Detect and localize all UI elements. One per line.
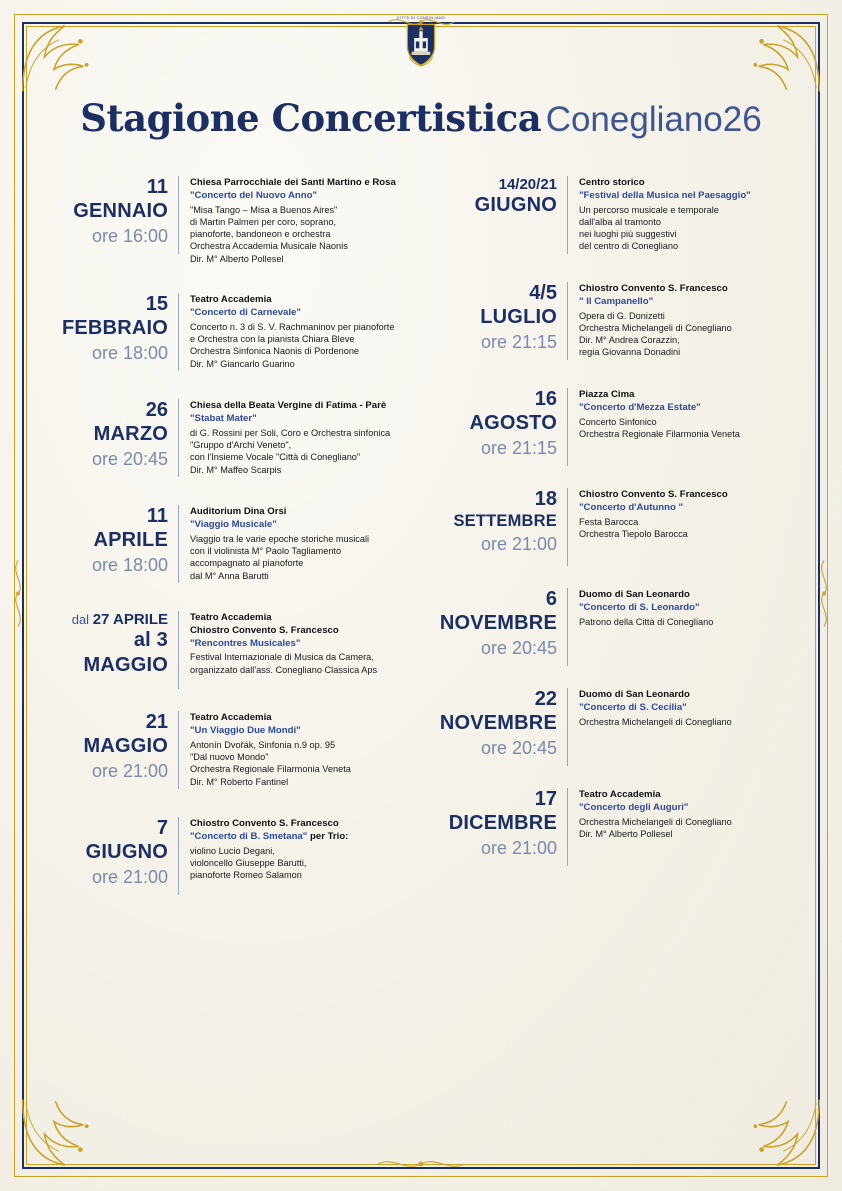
event-detail-line: dal M° Anna Barutti bbox=[190, 570, 269, 581]
coat-of-arms-shield-icon bbox=[404, 21, 438, 67]
event-venue-secondary: Chiostro Convento S. Francesco bbox=[190, 624, 339, 636]
event-venue: Auditorium Dina Orsi bbox=[190, 506, 287, 518]
event-entry bbox=[437, 488, 794, 566]
corner-ornament-icon bbox=[18, 18, 96, 96]
event-info bbox=[568, 688, 732, 728]
event-info bbox=[568, 176, 751, 253]
event-venue: Teatro Accademia bbox=[579, 789, 661, 800]
column-right bbox=[419, 176, 800, 1135]
event-date-box bbox=[437, 688, 568, 766]
event-detail-line: Un percorso musicale e temporale bbox=[579, 204, 719, 215]
event-piece-title: "Viaggio Musicale" bbox=[190, 518, 277, 530]
event-entry bbox=[437, 282, 794, 360]
event-date-box bbox=[48, 293, 179, 371]
event-piece-title: "Concerto d'Autunno " bbox=[579, 501, 684, 513]
event-entry bbox=[437, 588, 794, 666]
event-month: MARZO bbox=[93, 423, 168, 446]
event-time: ore 20:45 bbox=[91, 449, 168, 470]
title-main: Stagione Concertistica bbox=[80, 96, 542, 140]
event-day: 17 bbox=[534, 788, 557, 810]
event-date-box bbox=[48, 611, 179, 689]
event-month: APRILE bbox=[93, 529, 168, 552]
title-subtitle: Conegliano26 bbox=[545, 100, 762, 139]
event-detail-line: nei luoghi più suggestivi bbox=[579, 229, 677, 240]
event-info bbox=[179, 817, 348, 881]
event-entry bbox=[48, 293, 405, 371]
event-time: ore 20:45 bbox=[480, 638, 557, 658]
event-month: NOVEMBRE bbox=[439, 612, 557, 634]
event-venue: Chiesa Parrocchiale dei Santi Martino e Rosa bbox=[190, 177, 396, 188]
event-detail-line: Dir. M° Andrea Corazzin, bbox=[579, 335, 680, 346]
event-entry bbox=[48, 505, 405, 583]
event-detail-line: organizzato dall'ass. Conegliano Classica Aps bbox=[190, 664, 378, 675]
event-venue: Chiostro Convento S. Francesco bbox=[190, 818, 339, 830]
event-piece-title: "Un Viaggio Due Mondi" bbox=[190, 724, 301, 736]
event-detail-line: Antonín Dvořák, Sinfonia n.9 op. 95 bbox=[190, 739, 336, 750]
event-piece-title: "Concerto d'Mezza Estate" bbox=[579, 401, 701, 413]
event-month: MAGGIO bbox=[83, 735, 168, 758]
corner-ornament-icon bbox=[746, 18, 824, 96]
event-entry bbox=[48, 817, 405, 895]
event-detail-line: di G. Rossini per Soli, Coro e Orchestra sinfonica bbox=[190, 427, 391, 438]
event-info bbox=[179, 176, 396, 265]
crest-caption: CITTÀ DI CONEGLIANO bbox=[396, 16, 446, 20]
event-day: 22 bbox=[534, 688, 557, 710]
event-detail-line: Patrono della Città di Conegliano bbox=[579, 616, 714, 627]
event-day: 21 bbox=[145, 711, 168, 734]
event-month: GENNAIO bbox=[73, 200, 168, 222]
event-date-box bbox=[437, 282, 568, 360]
event-piece-title: "Concerto degli Auguri" bbox=[579, 801, 689, 813]
event-entry bbox=[437, 176, 794, 254]
event-info bbox=[568, 282, 732, 359]
city-crest bbox=[361, 16, 481, 67]
event-day: 14/20/21 bbox=[498, 176, 557, 193]
event-detail-line: dall'alba al tramonto bbox=[579, 216, 661, 227]
event-day: 4/5 bbox=[529, 282, 557, 304]
event-detail-line: con l'Insieme Vocale "Città di Conegliano" bbox=[190, 452, 361, 463]
event-piece-title: "Concerto di S. Leonardo" bbox=[579, 601, 700, 613]
event-piece-title: "Concerto di S. Cecilia" bbox=[579, 701, 687, 713]
event-detail-line: Opera di G. Donizetti bbox=[579, 310, 665, 321]
edge-ornament-left-icon bbox=[10, 558, 26, 633]
event-piece-title: "Rencontres Musicales" bbox=[190, 637, 301, 649]
event-day: 15 bbox=[145, 293, 168, 316]
event-info bbox=[179, 399, 390, 476]
event-time: ore 16:00 bbox=[91, 226, 168, 246]
event-date-box bbox=[437, 588, 568, 666]
event-day: 11 bbox=[146, 176, 168, 198]
event-month: AGOSTO bbox=[469, 412, 557, 434]
event-day: 6 bbox=[545, 588, 557, 610]
event-detail-line: di Martin Palmeri per coro, soprano, bbox=[190, 216, 337, 227]
event-detail-line: Concerto n. 3 di S. V. Rachmaninov per pianoforte bbox=[190, 321, 395, 332]
event-info bbox=[179, 711, 351, 788]
event-detail-line: pianoforte, bandoneon e orchestra bbox=[190, 229, 331, 240]
event-entry bbox=[48, 399, 405, 477]
event-detail-line: Orchestra Michelangeli di Conegliano bbox=[579, 716, 732, 727]
event-piece-title: "Concerto di Carnevale" bbox=[190, 306, 301, 318]
event-time: ore 20:45 bbox=[480, 738, 557, 758]
edge-ornament-right-icon bbox=[816, 558, 832, 633]
event-day: 7 bbox=[156, 817, 168, 840]
event-day: dal 27 APRILE bbox=[71, 611, 168, 629]
event-detail-line: Orchestra Michelangeli di Conegliano bbox=[579, 816, 732, 827]
event-time: ore 21:00 bbox=[91, 867, 168, 888]
event-month: DICEMBRE bbox=[448, 812, 557, 834]
event-detail-line: Dir. M° Alberto Pollesel bbox=[190, 253, 284, 264]
event-info bbox=[568, 788, 732, 840]
event-detail-line: Orchestra Sinfonica Naonis di Pordenone bbox=[190, 346, 360, 357]
event-piece-title: " Il Campanello" bbox=[579, 295, 654, 307]
event-detail-line: "Dal nuovo Mondo" bbox=[190, 751, 269, 762]
event-detail-line: Concerto Sinfonico bbox=[579, 416, 657, 427]
event-venue: Teatro Accademia bbox=[190, 612, 272, 624]
event-info bbox=[179, 505, 369, 582]
event-venue: Piazza Cima bbox=[579, 389, 635, 400]
event-month: LUGLIO bbox=[480, 306, 557, 328]
event-date-box bbox=[437, 388, 568, 466]
event-detail-line: Orchestra Regionale Filarmonia Veneta bbox=[190, 764, 351, 775]
event-entry bbox=[437, 788, 794, 866]
event-detail-line: Festival Internazionale di Musica da Camera, bbox=[190, 652, 374, 663]
event-venue: Duomo di San Leonardo bbox=[579, 589, 690, 600]
event-time: ore 18:00 bbox=[91, 555, 168, 576]
event-detail-line: pianoforte Romeo Salamon bbox=[190, 870, 302, 881]
event-month: GIUGNO bbox=[85, 841, 168, 864]
event-piece-title: "Concerto del Nuovo Anno" bbox=[190, 189, 318, 201]
event-detail-line: violino Lucio Degani, bbox=[190, 845, 275, 856]
event-day-prefix: dal bbox=[71, 612, 93, 628]
event-info bbox=[568, 388, 740, 440]
event-info bbox=[568, 488, 728, 540]
event-detail-line: del centro di Conegliano bbox=[579, 241, 679, 252]
event-date-box bbox=[48, 711, 179, 789]
event-detail-line: regia Giovanna Donadini bbox=[579, 347, 681, 358]
event-detail-line: Orchestra Tiepolo Barocca bbox=[579, 528, 688, 539]
event-detail-line: Dir. M° Alberto Pollesel bbox=[579, 828, 673, 839]
event-day: 26 bbox=[145, 399, 168, 422]
event-venue: Duomo di San Leonardo bbox=[579, 689, 690, 700]
event-info bbox=[179, 293, 394, 370]
event-month: SETTEMBRE bbox=[453, 512, 557, 530]
event-detail-line: e Orchestra con la pianista Chiara Bleve bbox=[190, 333, 355, 344]
event-venue: Chiostro Convento S. Francesco bbox=[579, 283, 728, 294]
event-detail-line: violoncello Giuseppe Barutti, bbox=[190, 857, 307, 868]
event-detail-line: accompagnato al pianoforte bbox=[190, 558, 304, 569]
event-date-box bbox=[437, 488, 568, 566]
event-day: 16 bbox=[534, 388, 557, 410]
event-date-box bbox=[437, 176, 568, 254]
event-detail-line: Dir. M° Giancarlo Guarino bbox=[190, 358, 295, 369]
event-piece-title: "Festival della Musica nel Paesaggio" bbox=[579, 189, 751, 201]
event-info bbox=[179, 611, 377, 676]
event-piece-title: "Concerto di B. Smetana" per Trio: bbox=[190, 830, 349, 842]
event-entry bbox=[48, 711, 405, 789]
event-date-box bbox=[48, 505, 179, 583]
event-month: GIUGNO bbox=[474, 194, 557, 217]
event-time: ore 18:00 bbox=[91, 343, 168, 364]
event-venue: Teatro Accademia bbox=[190, 294, 272, 306]
event-venue: Chiostro Convento S. Francesco bbox=[579, 489, 728, 500]
event-month: al 3 MAGGIO bbox=[83, 629, 168, 677]
event-time: ore 21:00 bbox=[480, 838, 557, 858]
event-month: FEBBRAIO bbox=[61, 317, 168, 340]
event-piece-title: "Stabat Mater" bbox=[190, 412, 257, 424]
event-piece-suffix: per Trio: bbox=[307, 830, 349, 842]
edge-ornament-bottom-icon bbox=[376, 1154, 466, 1179]
column-left bbox=[42, 176, 419, 1135]
event-detail-line: Viaggio tra le varie epoche storiche musicali bbox=[190, 533, 370, 544]
event-detail-line: Festa Barocca bbox=[579, 516, 639, 527]
event-time: ore 21:00 bbox=[91, 761, 168, 782]
event-venue: Centro storico bbox=[579, 177, 645, 188]
event-detail-line: Dir. M° Maffeo Scarpis bbox=[190, 464, 282, 475]
event-date-box bbox=[48, 399, 179, 477]
event-entry bbox=[48, 176, 405, 265]
event-time: ore 21:15 bbox=[480, 438, 557, 458]
event-detail-line: Orchestra Michelangeli di Conegliano bbox=[579, 322, 732, 333]
event-day: 18 bbox=[534, 488, 557, 510]
event-time: ore 21:00 bbox=[480, 533, 557, 554]
event-venue: Chiesa della Beata Vergine di Fatima - Parè bbox=[190, 400, 387, 412]
event-detail-line: "Misa Tango – Misa a Buenos Aires" bbox=[190, 204, 338, 215]
event-date-box bbox=[48, 176, 179, 254]
event-detail-line: Orchestra Regionale Filarmonia Veneta bbox=[579, 428, 740, 439]
event-month: NOVEMBRE bbox=[439, 712, 557, 734]
event-venue: Teatro Accademia bbox=[190, 712, 272, 724]
event-detail-line: "Gruppo d'Archi Veneto", bbox=[190, 439, 292, 450]
event-detail-line: Orchestra Accademia Musicale Naonis bbox=[190, 241, 348, 252]
event-month-prefix: al bbox=[133, 629, 157, 652]
event-columns bbox=[42, 176, 800, 1135]
page-title bbox=[0, 96, 842, 140]
event-entry bbox=[437, 688, 794, 766]
event-date-box bbox=[437, 788, 568, 866]
event-entry bbox=[48, 611, 405, 689]
event-time: ore 21:15 bbox=[480, 332, 557, 352]
event-entry bbox=[437, 388, 794, 466]
event-info bbox=[568, 588, 713, 628]
event-detail-line: con il violinista M° Paolo Tagliamento bbox=[190, 545, 342, 556]
event-date-box bbox=[48, 817, 179, 895]
event-detail-line: Dir. M° Roberto Fantinel bbox=[190, 776, 289, 787]
event-day: 11 bbox=[146, 505, 168, 528]
